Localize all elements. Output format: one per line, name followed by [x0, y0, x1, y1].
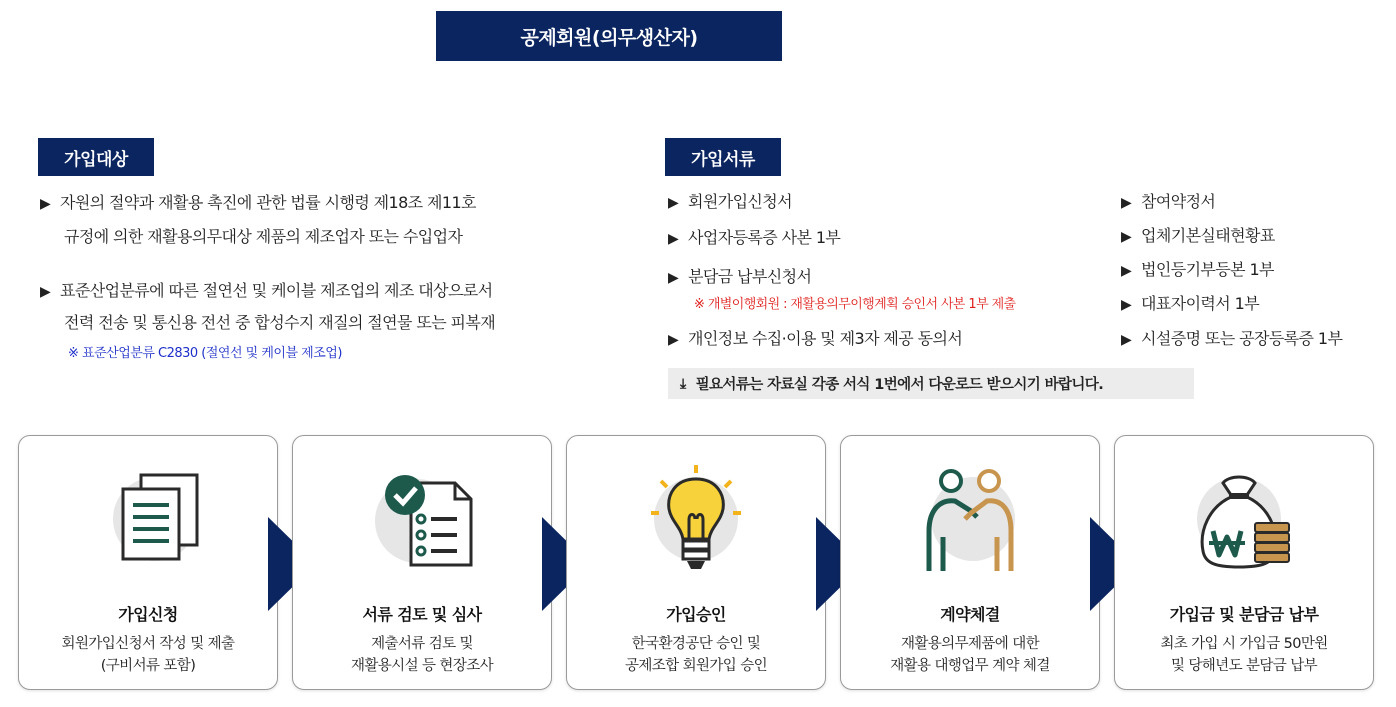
- eligibility-item-cont: 전력 전송 및 통신용 전선 중 합성수지 재질의 절연물 또는 피복재: [64, 313, 496, 332]
- document-item: ▶ 업체기본실태현황표: [1121, 226, 1275, 245]
- documents-red-note: ※ 개별이행회원 : 재활용의무이행계획 승인서 사본 1부 제출: [694, 297, 1016, 312]
- bullet-icon: ▶: [1121, 263, 1132, 279]
- step-card-apply: [18, 435, 278, 690]
- bullet-icon: ▶: [1121, 297, 1132, 313]
- bullet-icon: ▶: [1121, 229, 1132, 245]
- bullet-icon: ▶: [668, 332, 679, 348]
- documents-tag: 가입서류: [665, 138, 781, 176]
- step-title: 가입금 및 분담금 납부: [1169, 605, 1319, 624]
- page-title: 공제회원(의무생산자): [436, 11, 782, 61]
- download-icon: ⤓: [680, 375, 686, 392]
- download-note: ⤓ 필요서류는 자료실 각종 서식 1번에서 다운로드 받으시기 바랍니다.: [668, 368, 1194, 399]
- step-title: 계약체결: [940, 605, 1000, 624]
- eligibility-item: ▶ 표준산업분류에 따른 절연선 및 케이블 제조업의 제조 대상으로서: [40, 281, 493, 300]
- step-desc: 재활용의무제품에 대한 재활용 대행업무 계약 체결: [890, 636, 1050, 674]
- checklist-icon: [293, 461, 551, 581]
- step-card-payment: [1114, 435, 1374, 690]
- step-title: 가입승인: [666, 605, 726, 624]
- document-item: ▶ 참여약정서: [1121, 192, 1216, 211]
- bullet-icon: ▶: [40, 196, 51, 212]
- bullet-icon: ▶: [668, 270, 679, 286]
- step-desc: 한국환경공단 승인 및 공제조합 회원가입 승인: [624, 636, 768, 674]
- step-card-contract: [840, 435, 1100, 690]
- eligibility-item: ▶ 자원의 절약과 재활용 촉진에 관한 법률 시행령 제18조 제11호: [40, 193, 476, 212]
- money-bag-icon: [1115, 461, 1373, 581]
- bullet-icon: ▶: [1121, 195, 1132, 211]
- bullet-icon: ▶: [40, 284, 51, 300]
- bullet-icon: ▶: [668, 195, 679, 211]
- document-item: ▶ 회원가입신청서: [668, 192, 792, 211]
- document-item: ▶ 사업자등록증 사본 1부: [668, 228, 841, 247]
- bullet-icon: ▶: [1121, 332, 1132, 348]
- step-desc: 제출서류 검토 및 재활용시설 등 현장조사: [350, 636, 494, 674]
- step-card-review: [292, 435, 552, 690]
- step-title: 서류 검토 및 심사: [362, 605, 482, 624]
- eligibility-item-cont: 규정에 의한 재활용의무대상 제품의 제조업자 또는 수입업자: [64, 227, 463, 246]
- bullet-icon: ▶: [668, 231, 679, 247]
- document-item: ▶ 분담금 납부신청서: [668, 267, 812, 286]
- document-item: ▶ 법인등기부등본 1부: [1121, 260, 1274, 279]
- eligibility-note: ※ 표준산업분류 C2830 (절연선 및 케이블 제조업): [68, 346, 342, 361]
- document-item: ▶ 개인정보 수집·이용 및 제3자 제공 동의서: [668, 329, 963, 348]
- step-title: 가입신청: [118, 605, 178, 624]
- eligibility-tag: 가입대상: [38, 138, 154, 176]
- document-item: ▶ 시설증명 또는 공장등록증 1부: [1121, 329, 1343, 348]
- document-item: ▶ 대표자이력서 1부: [1121, 294, 1260, 313]
- step-card-approval: [566, 435, 826, 690]
- lightbulb-icon: [567, 461, 825, 581]
- document-icon: [19, 461, 277, 581]
- step-desc: 최초 가입 시 가입금 50만원 및 당해년도 분담금 납부: [1160, 636, 1328, 674]
- handshake-icon: [841, 461, 1099, 581]
- step-desc: 회원가입신청서 작성 및 제출 (구비서류 포함): [61, 636, 235, 674]
